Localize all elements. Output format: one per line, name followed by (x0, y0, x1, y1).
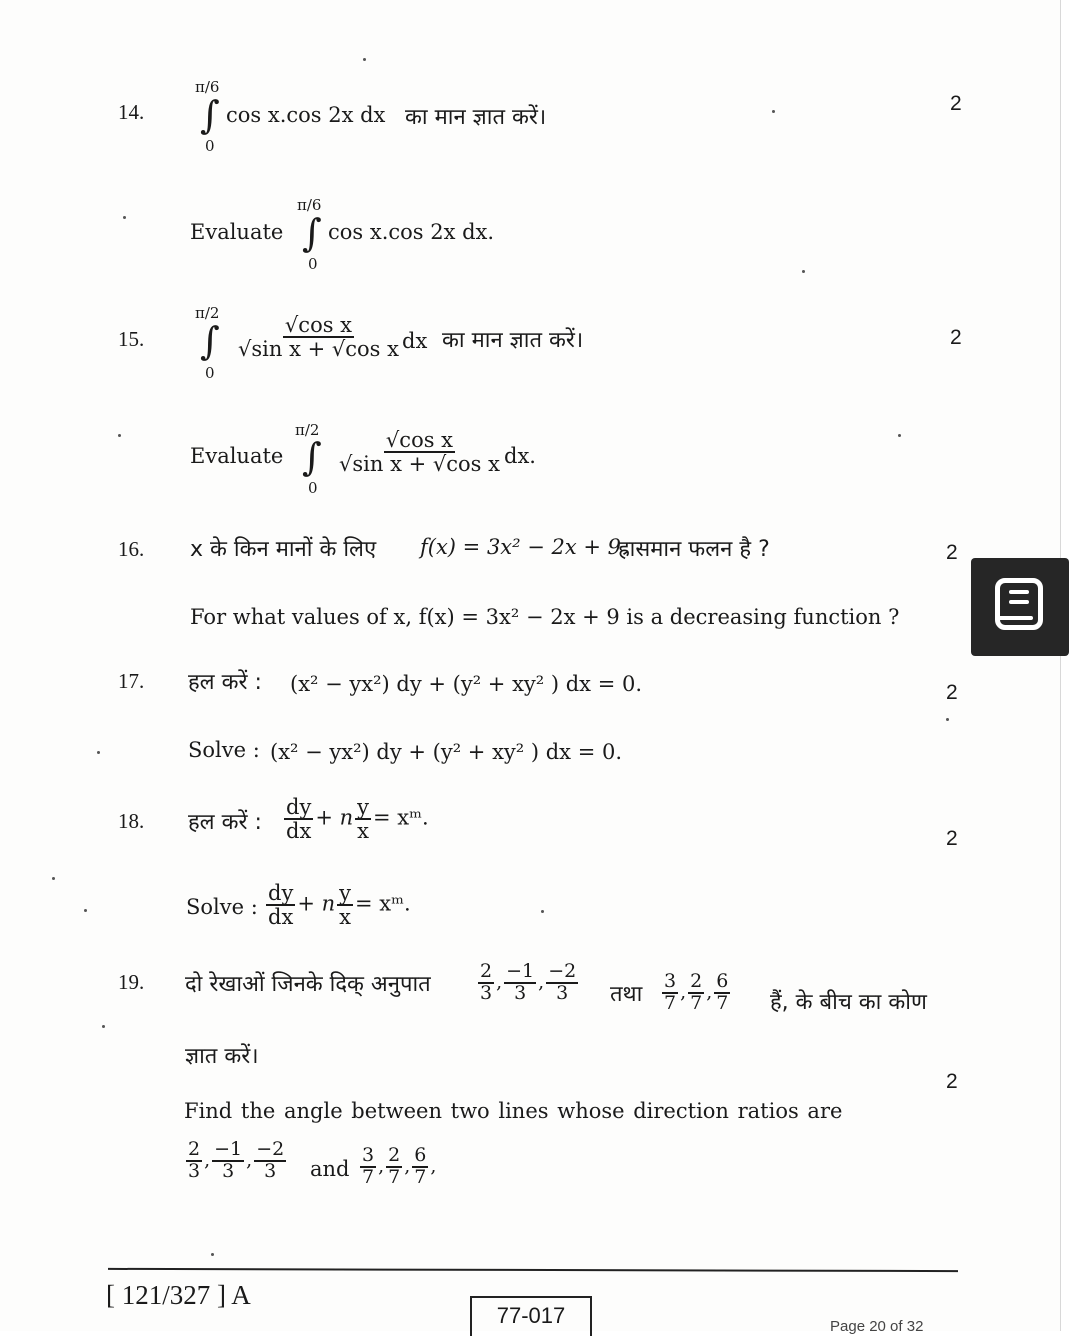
term: + n (297, 891, 336, 916)
fraction-numerator: −1 (214, 1138, 243, 1160)
fraction-numerator: 2 (388, 1144, 401, 1166)
fraction-denominator: 7 (362, 1165, 375, 1188)
differential-equation (282, 796, 429, 842)
differential-equation: (x² − yx²) dy + (y² + xy² ) dx = 0. (290, 672, 643, 696)
hindi-question-end: हैं, के बीच का कोण (770, 990, 927, 1015)
footer-divider (108, 1268, 958, 1272)
reader-button[interactable] (971, 558, 1069, 656)
hindi-question-end: ह्रासमान फलन है ? (618, 537, 770, 562)
solve-label: Solve : (188, 738, 260, 762)
book-icon (995, 578, 1043, 630)
evaluate-label: Evaluate (190, 220, 284, 244)
page-number: Page 20 of 32 (830, 1318, 924, 1335)
question-number: 17. (118, 669, 145, 693)
fraction-numerator: y (339, 881, 351, 905)
solve-label-hindi: हल करें : (188, 810, 262, 835)
question-number: 15. (118, 327, 145, 351)
direction-ratios-1: $\frac{2}{3}$ , $\frac{-1}{3}$ , $\frac{-2}{3}$ (188, 1138, 285, 1182)
integral-upper-limit: π/6 (297, 196, 322, 214)
fraction-numerator: 3 (664, 970, 677, 992)
fraction-numerator: −2 (256, 1138, 285, 1160)
question-marks: 2 (950, 326, 962, 349)
fraction-denominator: 3 (264, 1159, 277, 1182)
integral-sign: ∫ (302, 211, 322, 255)
fraction-numerator: √cos x (385, 428, 454, 452)
evaluate-label: Evaluate (190, 444, 284, 468)
fraction-denominator: 3 (480, 981, 493, 1004)
english-question: Find the angle between two lines whose direction ratios are (184, 1099, 843, 1123)
series-code-box (470, 1296, 592, 1336)
solve-label-hindi: हल करें : (188, 670, 262, 695)
term: + n (315, 805, 354, 830)
hindi-instruction: का मान ज्ञात करें। (442, 328, 584, 353)
fraction-numerator: 2 (188, 1138, 201, 1160)
question-marks: 2 (946, 827, 958, 850)
fraction-numerator: 6 (414, 1144, 427, 1166)
integral-upper-limit: π/2 (195, 304, 220, 322)
integral-lower-limit: 0 (308, 255, 318, 273)
fraction-numerator: y (357, 795, 369, 819)
fraction (234, 314, 403, 360)
question-marks: 2 (946, 1070, 958, 1093)
fraction-denominator: x (357, 819, 369, 844)
dx-label: dx. (504, 444, 536, 468)
integrand: cos x.cos 2x dx. (328, 220, 495, 244)
integrand: cos x.cos 2x dx (226, 103, 386, 127)
fraction-denominator: 7 (716, 991, 729, 1014)
fraction-numerator: 2 (690, 970, 703, 992)
differential-equation (264, 882, 411, 928)
question-number: 18. (118, 809, 145, 833)
direction-ratios-1: $\frac{2}{3}$ , $\frac{-1}{3}$ , $\frac{-2}{3}$ (480, 960, 577, 1004)
question-number: 19. (118, 970, 145, 994)
hindi-and: तथा (610, 982, 643, 1007)
fraction (335, 429, 504, 475)
question-number: 14. (118, 100, 145, 124)
hindi-question-start: दो रेखाओं जिनके दिक् अनुपात (185, 972, 431, 997)
fraction-numerator: dy (268, 881, 294, 905)
fraction-denominator: x (339, 905, 351, 930)
question-number: 16. (118, 537, 145, 561)
direction-ratios-2: $\frac{3}{7}$ , $\frac{2}{7}$ , $\frac{6}{7}$ (664, 970, 729, 1014)
integral-sign: ∫ (200, 93, 220, 137)
fraction-denominator: 7 (414, 1165, 427, 1188)
fraction-numerator: dy (286, 795, 312, 819)
fraction-denominator: dx (286, 819, 312, 844)
fraction-denominator: 7 (690, 991, 703, 1014)
fraction-denominator: 3 (514, 981, 527, 1004)
question-marks: 2 (946, 541, 958, 564)
integral-lower-limit: 0 (205, 364, 215, 382)
fraction-numerator: 2 (480, 960, 493, 982)
series-code: 77-017 (496, 1303, 566, 1328)
fraction-denominator: dx (268, 905, 294, 930)
fraction-numerator: −2 (548, 960, 577, 982)
equation-rhs: = xᵐ. (354, 891, 411, 916)
hindi-question-line2: ज्ञात करें। (185, 1044, 259, 1069)
english-and: and (310, 1157, 350, 1181)
question-marks: 2 (946, 681, 958, 704)
fraction-numerator: √cos x (284, 313, 353, 337)
dx-label: dx (402, 329, 428, 353)
fraction-denominator: 7 (388, 1165, 401, 1188)
integral-upper-limit: π/6 (195, 78, 220, 96)
fraction-denominator: √sin x + √cos x (339, 452, 500, 477)
integral-sign: ∫ (302, 435, 322, 479)
fraction-denominator: 7 (664, 991, 677, 1014)
integral-lower-limit: 0 (205, 137, 215, 155)
paper-code: [ 121/327 ] A (106, 1280, 251, 1310)
english-question: For what values of x, f(x) = 3x² − 2x + 9 is a decreasing function ? (190, 605, 900, 629)
fraction-numerator: 3 (362, 1144, 375, 1166)
fraction-numerator: −1 (506, 960, 535, 982)
fraction-denominator: 3 (556, 981, 569, 1004)
hindi-instruction: का मान ज्ञात करें। (405, 105, 547, 130)
hindi-question-start: x के किन मानों के लिए (190, 537, 377, 562)
equation-rhs: = xᵐ. (372, 805, 429, 830)
integral-lower-limit: 0 (308, 479, 318, 497)
fraction-denominator: √sin x + √cos x (238, 337, 399, 362)
direction-ratios-2: $\frac{3}{7}$ , $\frac{2}{7}$ , $\frac{6}{7}$ , (362, 1144, 437, 1188)
question-marks: 2 (950, 92, 962, 115)
fraction-denominator: 3 (188, 1159, 201, 1182)
differential-equation: (x² − yx²) dy + (y² + xy² ) dx = 0. (270, 740, 623, 764)
solve-label: Solve : (186, 895, 258, 919)
integral-sign: ∫ (200, 319, 220, 363)
fraction-denominator: 3 (222, 1159, 235, 1182)
fraction-numerator: 6 (716, 970, 729, 992)
function-expression: f(x) = 3x² − 2x + 9 (420, 535, 622, 559)
integral-upper-limit: π/2 (295, 421, 320, 439)
